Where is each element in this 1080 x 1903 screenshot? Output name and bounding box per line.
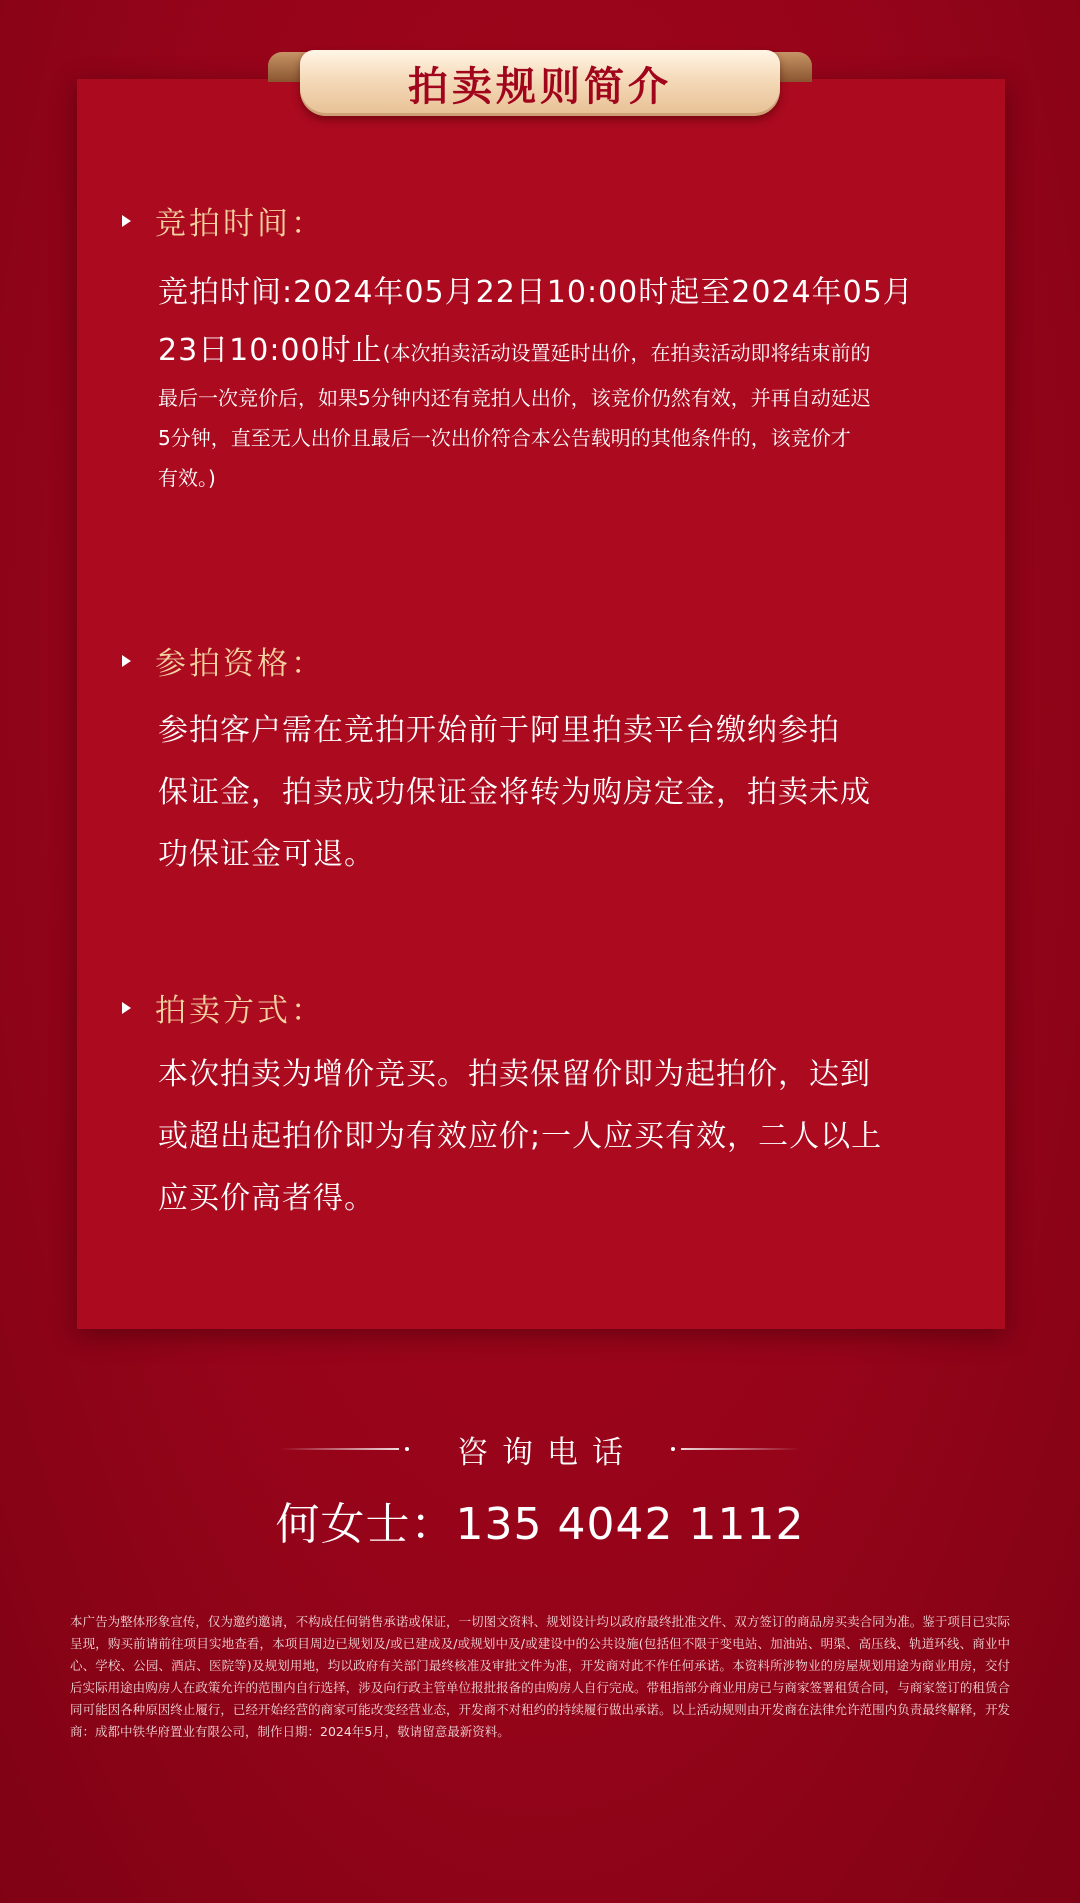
section-header-bidding-time [122, 198, 325, 243]
contact-name: 何女士： [275, 1499, 456, 1550]
body-line-with-note [158, 322, 948, 380]
body-line: 23日10:00时止 [158, 333, 383, 368]
contact-label: 咨询电话 [457, 1434, 637, 1471]
section-body-eligibility [158, 700, 948, 886]
divider-dot [671, 1447, 675, 1451]
body-line: 本次拍卖为增价竞买。拍卖保留价即为起拍价，达到 [158, 1057, 871, 1092]
body-line: 保证金，拍卖成功保证金将转为购房定金，拍卖未成 [158, 775, 871, 810]
divider-left [280, 1448, 399, 1450]
section-title: 参拍资格： [155, 646, 325, 682]
triangle-bullet-icon [122, 215, 131, 227]
triangle-bullet-icon [122, 1002, 131, 1014]
section-header-eligibility [122, 638, 325, 683]
section-body-bidding-time [158, 264, 948, 498]
section-header-auction-method [122, 985, 325, 1030]
banner-title: 拍卖规则简介 [408, 62, 672, 110]
contact-header [280, 1424, 800, 1474]
contact-line [0, 1488, 1080, 1552]
section-title: 拍卖方式： [155, 993, 325, 1029]
divider-dot [405, 1447, 409, 1451]
triangle-bullet-icon [122, 655, 131, 667]
title-banner [300, 50, 780, 116]
note-line: 有效。) [158, 466, 216, 490]
body-line: 竞拍时间:2024年05月22日10:00时起至2024年05月 [158, 275, 914, 310]
body-line: 应买价高者得。 [158, 1181, 375, 1216]
note-line: 5分钟，直至无人出价且最后一次出价符合本公告载明的其他条件的，该竞价才 [158, 426, 851, 450]
divider-right [681, 1448, 800, 1450]
body-line: 或超出起拍价即为有效应价;一人应买有效，二人以上 [158, 1119, 883, 1154]
body-line: 参拍客户需在竞拍开始前于阿里拍卖平台缴纳参拍 [158, 713, 840, 748]
phone-number[interactable]: 135 4042 1112 [455, 1499, 805, 1550]
section-body-auction-method [158, 1044, 948, 1230]
section-title: 竞拍时间： [155, 206, 325, 242]
note-line: (本次拍卖活动设置延时出价，在拍卖活动即将结束前的 [382, 341, 871, 365]
note-block [158, 378, 948, 498]
note-line: 最后一次竞价后，如果5分钟内还有竞拍人出价，该竞价仍然有效，并再自动延迟 [158, 386, 871, 410]
body-line: 功保证金可退。 [158, 837, 375, 872]
legal-disclaimer: 本广告为整体形象宣传，仅为邀约邀请，不构成任何销售承诺或保证，一切图文资料、规划设计均以政府最终批准文件、双方签订的商品房买卖合同为准。鉴于项目已实际呈现，购买前请前往项目实地查看，本项目周边已规划及/或已建成及/或规划中及/或建设中的公共设施(包括但不限于变电站、加油站、明渠、高压线、轨道环线、商业中心、学校、公园、酒店、医院等)及规划用地，均以政府有关部门最终核准及审批文件为准，开发商对此不作任何承诺。本资料所涉物业的房屋规划用途为商业用房，交付后实际用途由购房人在政策允许的范围内自行选择，涉及向行政主管单位报批报备的由购房人自行完成。带租指部分商业用房已与商家签署租赁合同，与商家签订的租赁合同可能因各种原因终止履行，已经开始经营的商家可能改变经营业态，开发商不对租约的持续履行做出承诺。以上活动规则由开发商在法律允许范围内负责最终解释，开发商：成都中铁华府置业有限公司，制作日期：2024年5月，敬请留意最新资料。 [70, 1614, 1010, 1739]
